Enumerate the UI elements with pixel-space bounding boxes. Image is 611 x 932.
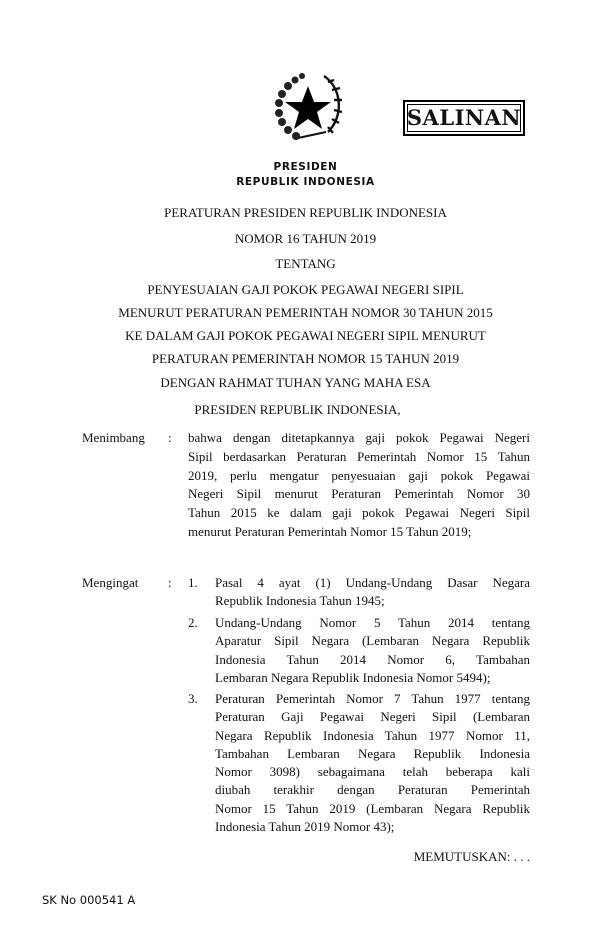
text-line: Nomor 3098) sebagaimana telah beberapa kali <box>215 764 530 780</box>
issuer-line2: REPUBLIK INDONESIA <box>236 176 375 188</box>
item-number: 2. <box>188 615 198 630</box>
colon: : <box>168 430 172 445</box>
continuation-marker: MEMUTUSKAN: . . . <box>413 849 530 864</box>
text-line: Peraturan Pemerintah Nomor 7 Tahun 1977 tentang <box>215 691 530 706</box>
text-line: Undang-Undang Nomor 5 Tahun 2014 tentang <box>215 615 530 630</box>
text-line: Tambahan Lembaran Negara Republik Indonesia <box>215 745 530 761</box>
mengingat-label: Mengingat <box>82 575 139 590</box>
text-line: Aparatur Sipil Negara (Lembaran Negara Republik <box>215 633 530 649</box>
garuda-star-emblem-icon <box>270 72 346 144</box>
text-line: menurut Peraturan Pemerintah Nomor 15 Tahun 2019; <box>188 523 472 539</box>
text-line: Lembaran Negara Republik Indonesia Nomor 5494); <box>215 669 491 685</box>
text-line: Pasal 4 ayat (1) Undang-Undang Dasar Negara <box>215 575 530 590</box>
subject-line: PENYESUAIAN GAJI POKOK PEGAWAI NEGERI SIPIL <box>147 282 464 297</box>
menimbang-label: Menimbang <box>82 430 145 445</box>
president-heading: PRESIDEN REPUBLIK INDONESIA, <box>194 402 401 417</box>
regulation-number: NOMOR 16 TAHUN 2019 <box>234 231 377 246</box>
regulation-type: PERATURAN PRESIDEN REPUBLIK INDONESIA <box>164 205 447 220</box>
colon: : <box>168 575 172 590</box>
menimbang-text <box>188 429 530 542</box>
text-line: diubah terakhir dengan Peraturan Pemerintah <box>215 782 530 798</box>
text-line: Indonesia Tahun 2019 Nomor 43); <box>215 819 395 835</box>
salinan-stamp: SALINAN <box>403 100 525 136</box>
serial-number: SK No 000541 A <box>42 893 136 907</box>
text-line: Negara Republik Indonesia Tahun 1977 Nomor 11, <box>215 727 530 743</box>
text-line: Tahun 2015 ke dalam gaji pokok Pegawai Negeri Sipil <box>188 505 530 521</box>
text-line: 2019, perlu mengatur penyesuaian gaji pokok Pegawai <box>188 467 530 483</box>
text-line: Nomor 15 Tahun 2019 (Lembaran Negara Republik <box>215 800 530 816</box>
text-line: Peraturan Gaji Pegawai Negeri Sipil (Lembaran <box>215 709 530 725</box>
subject-line: KE DALAM GAJI POKOK PEGAWAI NEGERI SIPIL MENURUT <box>125 328 486 343</box>
text-line: Sipil berdasarkan Peraturan Pemerintah Nomor 15 Tahun <box>188 448 530 464</box>
subject-line: MENURUT PERATURAN PEMERINTAH NOMOR 30 TAHUN 2015 <box>118 305 493 320</box>
text-line: bahwa dengan ditetapkannya gaji pokok Pegawai Negeri <box>188 430 530 445</box>
invocation: DENGAN RAHMAT TUHAN YANG MAHA ESA <box>160 375 431 390</box>
issuer-line1: PRESIDEN <box>273 161 338 173</box>
subject-line: PERATURAN PEMERINTAH NOMOR 15 TAHUN 2019 <box>151 351 460 366</box>
text-line: Negeri Sipil menurut Peraturan Pemerintah Nomor 30 <box>188 486 530 502</box>
item-number: 1. <box>188 575 198 590</box>
text-line: Republik Indonesia Tahun 1945; <box>215 593 385 609</box>
text-line: Indonesia Tahun 2014 Nomor 6, Tambahan <box>215 651 530 667</box>
item-number: 3. <box>188 691 198 706</box>
about-heading: TENTANG <box>275 256 336 271</box>
